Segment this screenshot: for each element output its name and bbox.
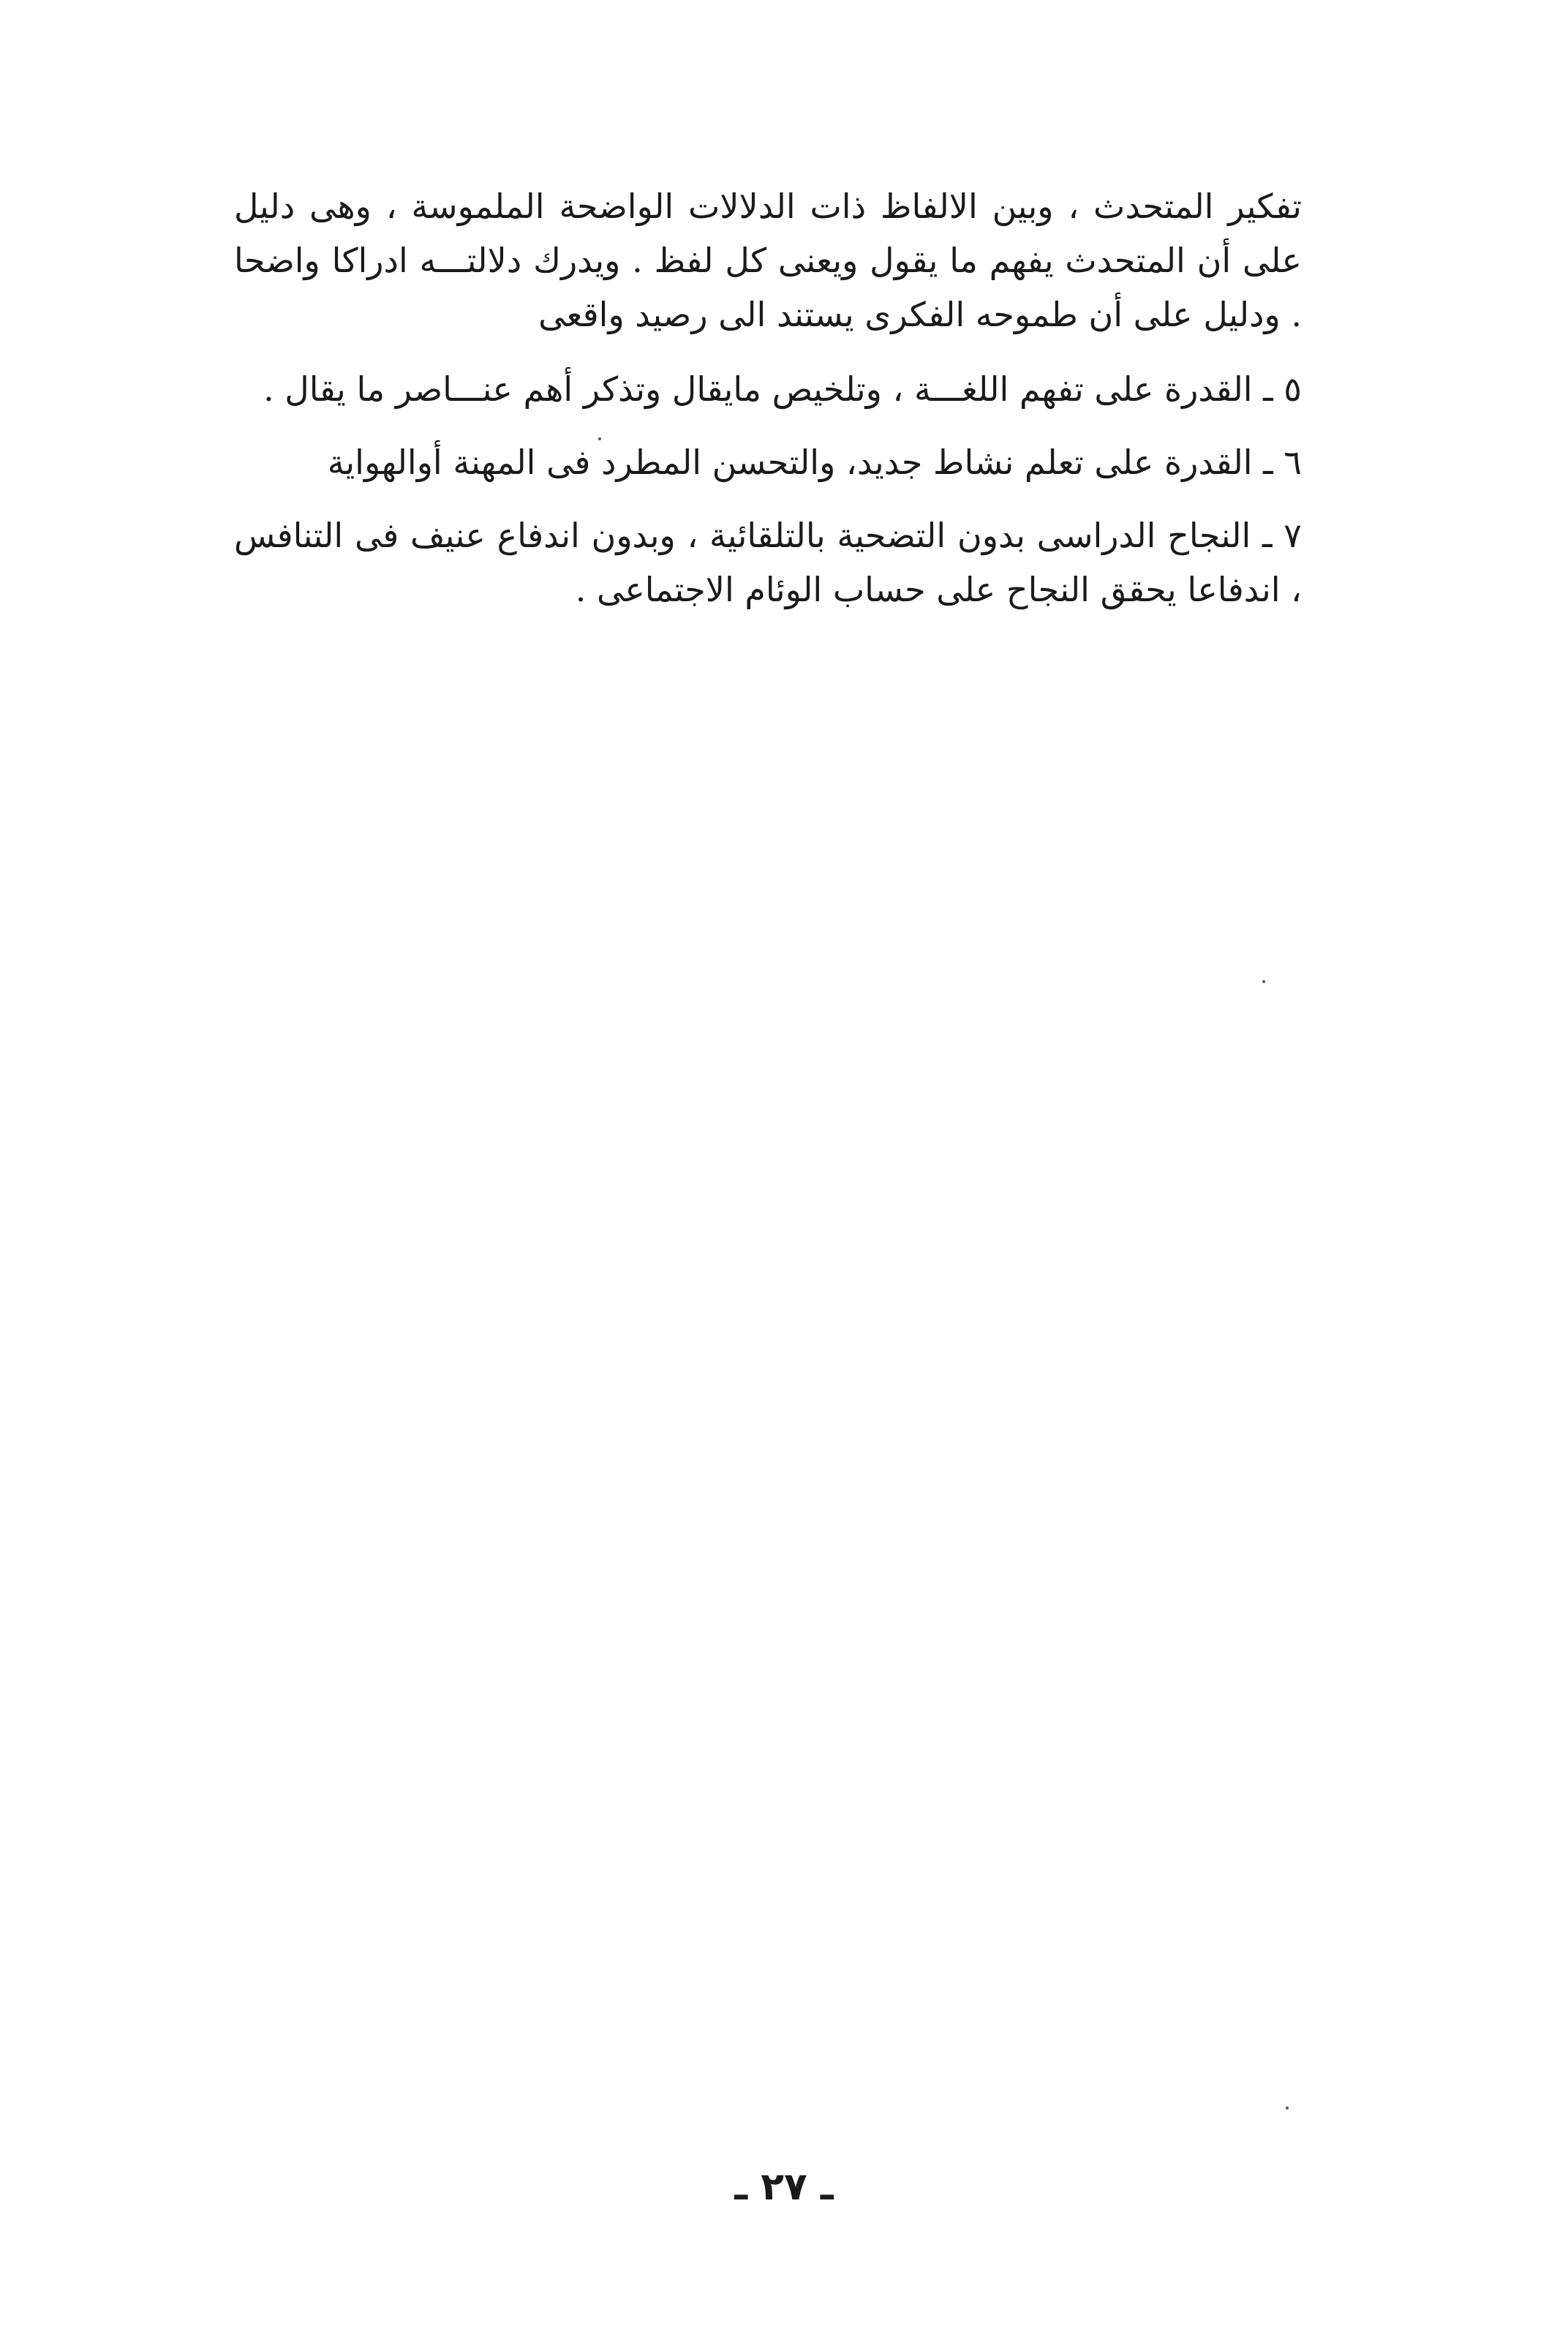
list-item-6: ٦ ـ القدرة على تعلم نشاط جديد، والتحسن المطرد فى المهنة أوالهواية bbox=[327, 443, 1302, 482]
body-text bbox=[234, 179, 1302, 636]
scan-speck bbox=[598, 437, 601, 440]
list-item-5: ٥ ـ القدرة على تفهم اللغـــة ، وتلخيص مايقال وتذكر أهم عنـــاصر ما يقال . bbox=[263, 369, 1302, 409]
scan-speck bbox=[1286, 2107, 1289, 2109]
paragraph-continuation: تفكير المتحدث ، وبين الالفاظ ذات الدلالات الواضحة الملموسة ، وهى دليل على أن المتحدث يفهم ما يقول ويعنى كل لفظ . ويدرك دلالتـــه ادراكا واضحا . ودليل على أن طموحه الفكرى يستند الى رصيد واقعى bbox=[234, 187, 1302, 334]
scan-speck bbox=[1262, 980, 1265, 983]
page-number: ـ ٢٧ ـ bbox=[734, 2165, 834, 2209]
list-item-7: ٧ ـ النجاح الدراسى بدون التضحية بالتلقائية ، وبدون اندفاع عنيف فى التنافس ، اندفاعا يحقق النجاح على حساب الوئام الاجتماعى . bbox=[234, 516, 1302, 609]
